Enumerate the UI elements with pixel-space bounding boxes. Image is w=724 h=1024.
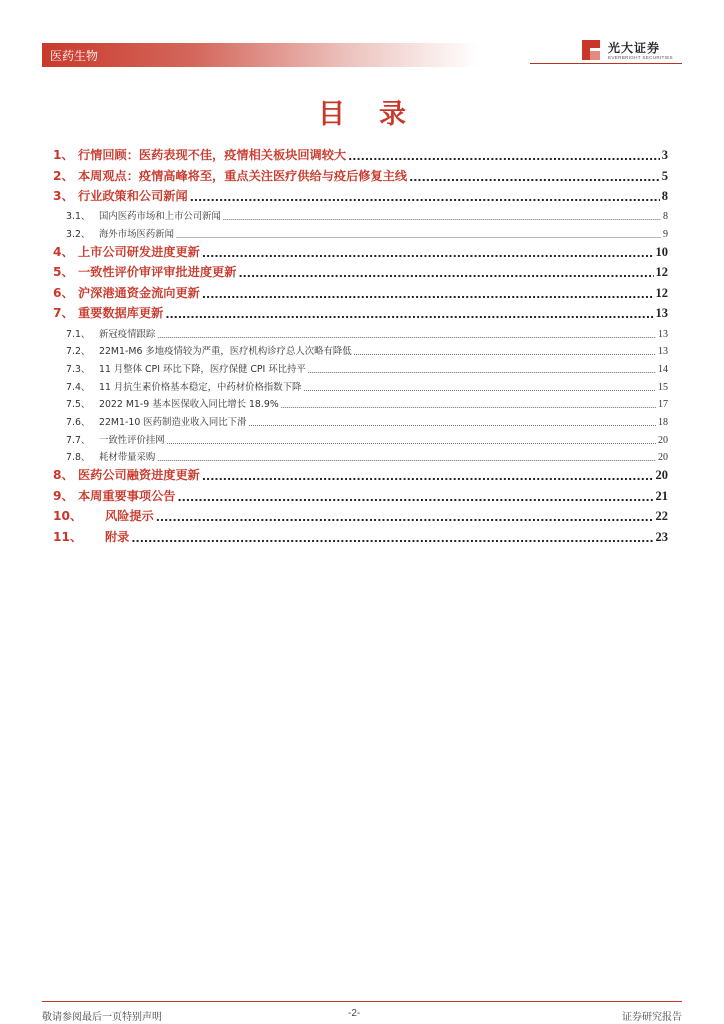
toc-title: 本周观点：疫情高峰将至，重点关注医疗供给与疫后修复主线: [78, 168, 408, 183]
toc-page-number: 8: [661, 189, 668, 203]
toc-page-number: 13: [658, 328, 668, 340]
toc-number: 7.2、: [66, 346, 91, 358]
toc-subentry[interactable]: [53, 393, 668, 411]
toc-page-number: 5: [661, 168, 668, 183]
page-title: 目录: [318, 99, 440, 130]
toc-dot-leader: [303, 383, 656, 392]
toc-dot-leader: [248, 419, 656, 428]
toc-page-number: 17: [658, 399, 668, 411]
toc-title: 上市公司研发进度更新: [78, 244, 200, 259]
toc-dot-leader: [202, 289, 654, 301]
toc-page-number: 10: [655, 244, 668, 259]
toc-title: 沪深港通资金流向更新: [78, 285, 200, 300]
toc-number: 4、: [53, 244, 74, 259]
toc-dot-leader: [131, 533, 653, 545]
toc-page-number: 23: [655, 529, 668, 544]
toc-page-number: 20: [655, 468, 668, 483]
toc-title: 一致性评价挂网: [99, 434, 165, 446]
toc-title: 2022 M1-9 基本医保收入同比增长 18.9%: [99, 399, 279, 411]
toc-number: 2、: [53, 168, 74, 183]
toc-number: 3.1、: [66, 211, 91, 223]
toc-subentry[interactable]: [53, 410, 668, 428]
toc-title: 附录: [105, 529, 130, 544]
toc-page-number: 21: [655, 488, 668, 503]
company-logo: [580, 38, 690, 64]
toc-title: 22M1-10 医药制造业收入同比下滑: [99, 417, 247, 428]
toc-title: 耗材带量采购: [99, 452, 156, 464]
toc-title: 海外市场医药新闻: [99, 228, 175, 240]
section-label: 医药生物: [50, 49, 99, 63]
toc-title: 医药公司融资进度更新: [78, 468, 200, 483]
toc-entry[interactable]: [53, 463, 668, 483]
toc-title: 风险提示: [105, 509, 154, 524]
toc-page-number: 18: [658, 417, 668, 428]
toc-page-number: 13: [655, 306, 668, 321]
toc-dot-leader: [202, 471, 654, 483]
toc-number: 11、: [53, 529, 83, 544]
toc-number: 1、: [53, 148, 74, 162]
toc-number: 7.3、: [66, 363, 91, 375]
toc-dot-leader: [157, 330, 656, 339]
toc-number: 6、: [53, 285, 74, 300]
toc-page-number: 13: [658, 346, 668, 358]
toc-subentry[interactable]: [53, 357, 668, 375]
toc-title: 重要数据库更新: [78, 306, 164, 321]
logo-name-en: EVERBRIGHT SECURITIES: [608, 55, 673, 60]
toc-dot-leader: [167, 436, 656, 445]
toc-page-number: 14: [658, 363, 668, 375]
toc-entry[interactable]: [53, 504, 668, 524]
logo-name-cn: 光大证券: [608, 41, 661, 55]
toc-entry[interactable]: [53, 184, 668, 204]
toc-page-number: 12: [655, 285, 668, 300]
toc-subentry[interactable]: [53, 322, 668, 340]
toc-dot-leader: [176, 230, 661, 239]
toc-dot-leader: [156, 512, 654, 524]
toc-dot-leader: [238, 268, 653, 280]
toc-title: 新冠疫情跟踪: [99, 328, 156, 340]
toc-subentry[interactable]: [53, 205, 668, 223]
toc-title: 一致性评价审评审批进度更新: [78, 265, 237, 280]
toc-page-number: 20: [658, 434, 668, 446]
toc-number: 7.8、: [66, 452, 91, 464]
toc-dot-leader: [178, 492, 654, 504]
toc-dot-leader: [223, 213, 661, 222]
toc-number: 9、: [53, 488, 74, 503]
toc-page-number: 20: [658, 452, 668, 464]
toc-number: 7.6、: [66, 417, 91, 428]
toc-number: 8、: [53, 468, 74, 483]
logo-mark-icon: [580, 38, 602, 62]
toc-page-number: 22: [655, 509, 668, 524]
footer-divider: [42, 1001, 682, 1002]
toc-page-number: 9: [663, 228, 668, 240]
toc-number: 3.2、: [66, 228, 91, 240]
toc-title: 国内医药市场和上市公司新闻: [99, 211, 221, 223]
toc-dot-leader: [354, 348, 656, 357]
footer-report-type: 证券研究报告: [622, 1012, 682, 1023]
toc-entry[interactable]: [53, 525, 668, 545]
toc-dot-leader: [348, 151, 660, 163]
toc-subentry[interactable]: [53, 375, 668, 393]
toc-number: 5、: [53, 265, 74, 280]
toc-dot-leader: [157, 454, 656, 463]
toc-subentry[interactable]: [53, 428, 668, 446]
toc-number: 7.4、: [66, 381, 91, 393]
toc-dot-leader: [190, 192, 660, 204]
toc-entry[interactable]: [53, 240, 668, 260]
toc-dot-leader: [281, 401, 656, 410]
toc-number: 3、: [53, 189, 74, 203]
toc-number: 7.1、: [66, 328, 91, 340]
toc-entry[interactable]: [53, 164, 668, 184]
toc-page-number: 3: [661, 148, 668, 162]
toc-title: 行业政策和公司新闻: [78, 189, 188, 203]
toc-title: 行情回顾：医药表现不佳，疫情相关板块回调较大: [78, 148, 347, 162]
table-of-contents: [53, 143, 668, 545]
footer-disclaimer: 敬请参阅最后一页特别声明: [42, 1012, 162, 1023]
toc-entry[interactable]: [53, 301, 668, 321]
toc-dot-leader: [409, 171, 660, 183]
toc-subentry[interactable]: [53, 446, 668, 464]
toc-dot-leader: [202, 248, 654, 260]
toc-number: 7、: [53, 306, 74, 321]
toc-dot-leader: [308, 366, 656, 375]
toc-title: 11 月抗生素价格基本稳定，中药材价格指数下降: [99, 381, 302, 393]
toc-page-number: 8: [663, 211, 668, 223]
toc-dot-leader: [165, 309, 653, 321]
toc-title: 本周重要事项公告: [78, 488, 176, 503]
toc-page-number: 15: [658, 381, 668, 393]
toc-number: 7.5、: [66, 399, 91, 411]
toc-page-number: 12: [655, 265, 668, 280]
toc-entry[interactable]: [53, 484, 668, 504]
section-header-bar: [42, 43, 478, 67]
toc-entry[interactable]: [53, 143, 668, 163]
toc-title: 22M1-M6 多地疫情较为严重，医疗机构诊疗总人次略有降低: [99, 346, 352, 358]
toc-entry[interactable]: [53, 260, 668, 280]
page-number: -2-: [348, 1008, 361, 1019]
toc-number: 10、: [53, 509, 83, 524]
toc-subentry[interactable]: [53, 340, 668, 358]
toc-entry[interactable]: [53, 281, 668, 301]
toc-title: 11 月整体 CPI 环比下降，医疗保健 CPI 环比持平: [99, 363, 306, 375]
toc-subentry[interactable]: [53, 222, 668, 240]
toc-number: 7.7、: [66, 434, 91, 446]
